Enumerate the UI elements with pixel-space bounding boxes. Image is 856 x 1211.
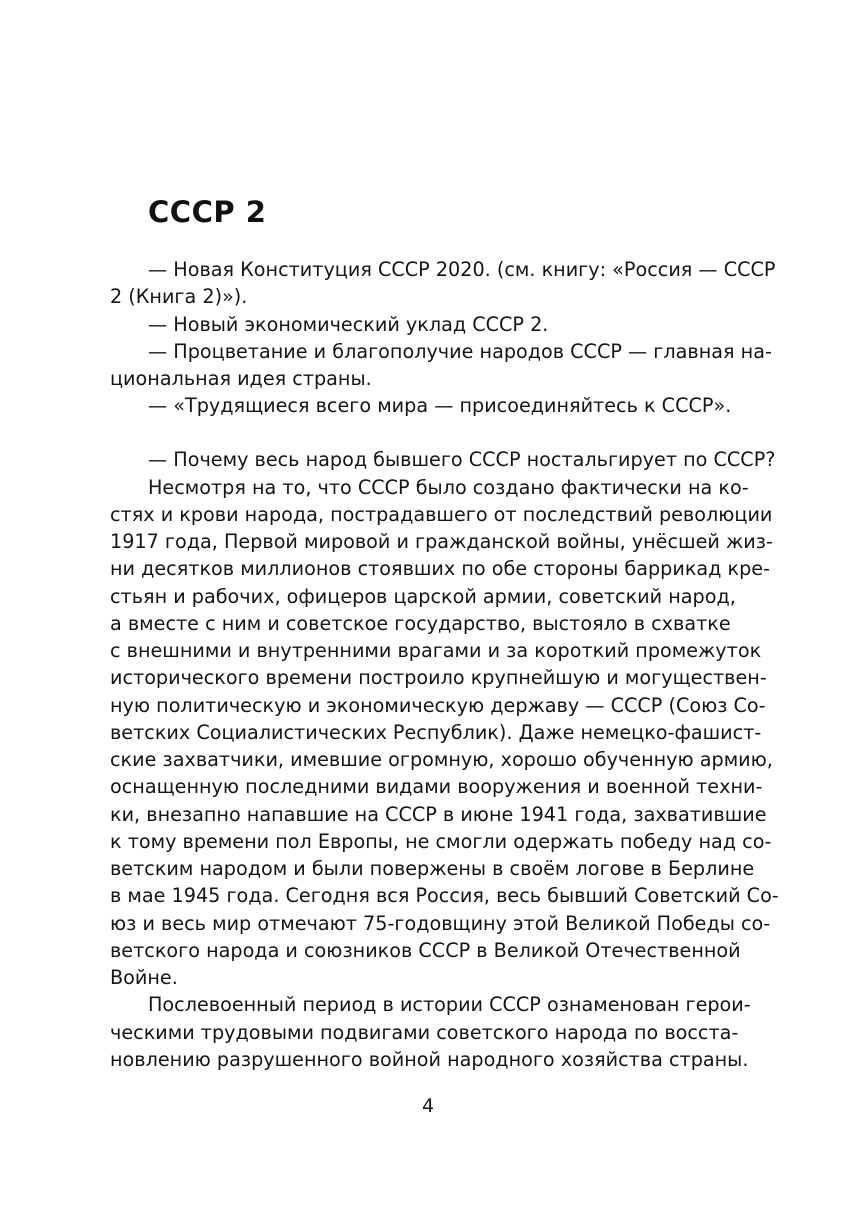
text-line: Несмотря на то, что СССР было создано фактически на ко- (148, 476, 749, 499)
text-line: новлению разрушенного войной народного хозяйства страны. (110, 1048, 749, 1071)
text-line: — Почему весь народ бывшего СССР ностальгирует по СССР? (148, 448, 776, 471)
text-line: юз и весь мир отмечают 75-годовщину этой Великой Победы со- (110, 912, 771, 935)
text-line: в мае 1945 года. Сегодня вся Россия, весь бывший Советский Со- (110, 884, 779, 907)
text-line: — Новый экономический уклад СССР 2. (148, 313, 549, 336)
text-line: ветских Социалистических Республик). Даже немецко-фашист- (110, 721, 762, 744)
text-line: оснащенную последними видами вооружения и военной техни- (110, 775, 763, 798)
text-line: — «Трудящиеся всего мира — присоединяйтесь к СССР». (148, 394, 732, 417)
text-line: — Процветание и благополучие народов СССР — главная на- (148, 340, 772, 363)
text-line: исторического времени построило крупнейшую и могуществен- (110, 666, 767, 689)
text-line: циональная идея страны. (110, 367, 372, 390)
text-line: с внешними и внутренними врагами и за короткий промежуток (110, 639, 762, 662)
text-line: ветского народа и союзников СССР в Великой Отечественной (110, 939, 741, 962)
text-line: ки, внезапно напавшие на СССР в июне 1941 года, захватившие (110, 803, 767, 826)
text-line: — Новая Конституция СССР 2020. (см. книгу: «Россия — СССР (148, 258, 776, 281)
text-line: стьян и рабочих, офицеров царской армии, советский народ, (110, 585, 736, 608)
text-line: Войне. (110, 966, 178, 989)
text-line: ские захватчики, имевшие огромную, хорошо обученную армию, (110, 748, 773, 771)
text-line: ни десятков миллионов стоявших по обе стороны баррикад кре- (110, 557, 771, 580)
text-line: Послевоенный период в истории СССР ознаменован герои- (148, 993, 751, 1016)
text-line: 2 (Книга 2)»). (110, 285, 248, 308)
text-line: стях и крови народа, пострадавшего от последствий революции (110, 503, 773, 526)
text-line: ветским народом и были повержены в своём логове в Берлине (110, 857, 755, 880)
text-line: ческими трудовыми подвигами советского народа по восста- (110, 1021, 739, 1044)
text-line: ную политическую и экономическую державу — СССР (Союз Со- (110, 694, 766, 717)
text-line: а вместе с ним и советское государство, выстояло в схватке (110, 612, 731, 635)
page-number: 4 (421, 1095, 435, 1117)
text-line: 1917 года, Первой мировой и гражданской войны, унёсшей жиз- (110, 530, 773, 553)
chapter-heading: СССР 2 (148, 195, 267, 229)
text-line: к тому времени пол Европы, не смогли одержать победу над со- (110, 830, 772, 853)
